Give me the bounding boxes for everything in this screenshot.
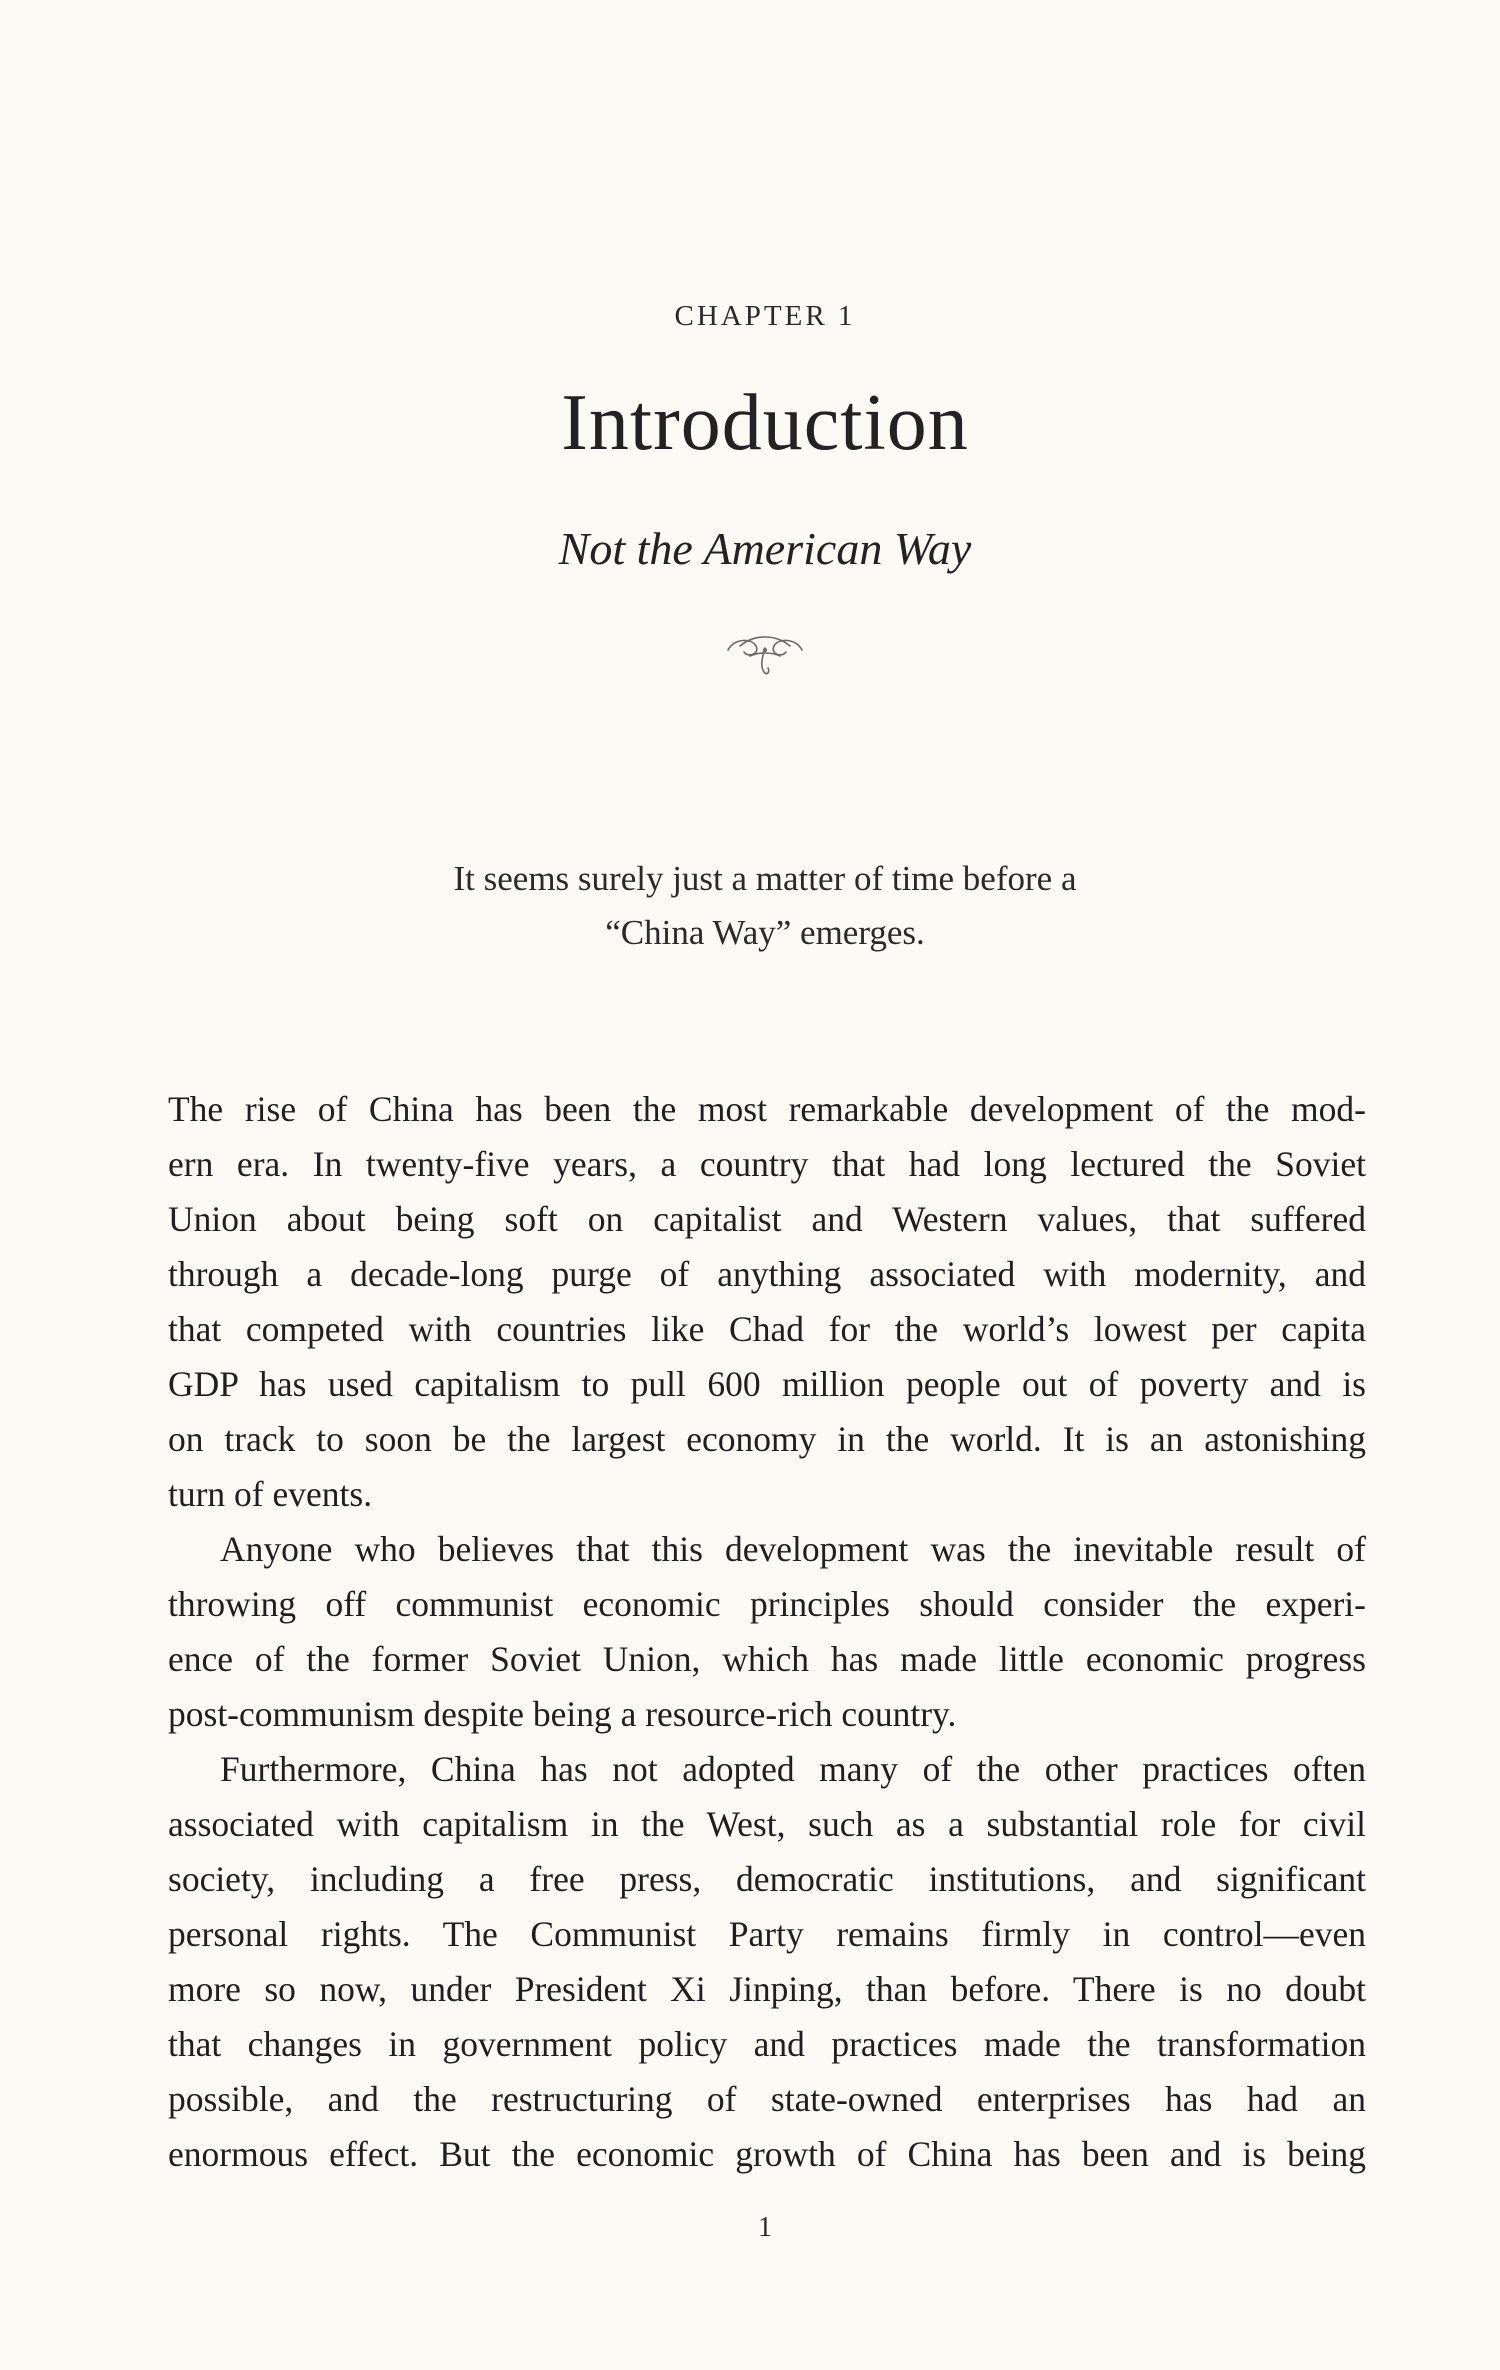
epigraph-line: “China Way” emerges. <box>605 913 925 952</box>
chapter-label: CHAPTER 1 <box>674 300 856 332</box>
chapter-title: Introduction <box>561 379 969 467</box>
body-line: associated with capitalism in the West, such as a substantial role for civil <box>168 1804 1366 1844</box>
chapter-subtitle: Not the American Way <box>558 523 972 574</box>
body-line: ern era. In twenty-five years, a country that had long lectured the Soviet <box>168 1144 1366 1184</box>
body-line: possible, and the restructuring of state-owned enterprises has had an <box>168 2079 1366 2119</box>
body-line: that changes in government policy and practices made the transformation <box>168 2024 1366 2064</box>
body-line: GDP has used capitalism to pull 600 million people out of poverty and is <box>168 1364 1366 1404</box>
body-line: post-communism despite being a resource-rich country. <box>168 1694 957 1734</box>
body-line: turn of events. <box>168 1474 373 1514</box>
page-number: 1 <box>758 2212 772 2243</box>
body-line: personal rights. The Communist Party remains firmly in control—even <box>168 1914 1366 1954</box>
body-line: throwing off communist economic principles should consider the experi- <box>168 1584 1366 1624</box>
body-line: Furthermore, China has not adopted many of the other practices often <box>220 1749 1366 1789</box>
epigraph <box>0 852 1500 960</box>
body-line: Union about being soft on capitalist and Western values, that suffered <box>168 1199 1366 1239</box>
body-text <box>168 1082 1366 2182</box>
body-line: society, including a free press, democratic institutions, and significant <box>168 1859 1366 1899</box>
body-line: ence of the former Soviet Union, which has made little economic progress <box>168 1639 1366 1679</box>
body-line: Anyone who believes that this development was the inevitable result of <box>220 1529 1366 1569</box>
body-line: on track to soon be the largest economy in the world. It is an astonishing <box>168 1419 1366 1459</box>
body-line: The rise of China has been the most remarkable development of the mod- <box>168 1089 1366 1129</box>
body-line: that competed with countries like Chad for the world’s lowest per capita <box>168 1309 1366 1349</box>
epigraph-line: It seems surely just a matter of time before a <box>453 859 1077 898</box>
body-line: through a decade-long purge of anything associated with modernity, and <box>168 1254 1366 1294</box>
body-line: enormous effect. But the economic growth of China has been and is being <box>168 2134 1366 2174</box>
flourish-ornament-icon <box>720 628 810 688</box>
body-line: more so now, under President Xi Jinping, than before. There is no doubt <box>168 1969 1366 2009</box>
